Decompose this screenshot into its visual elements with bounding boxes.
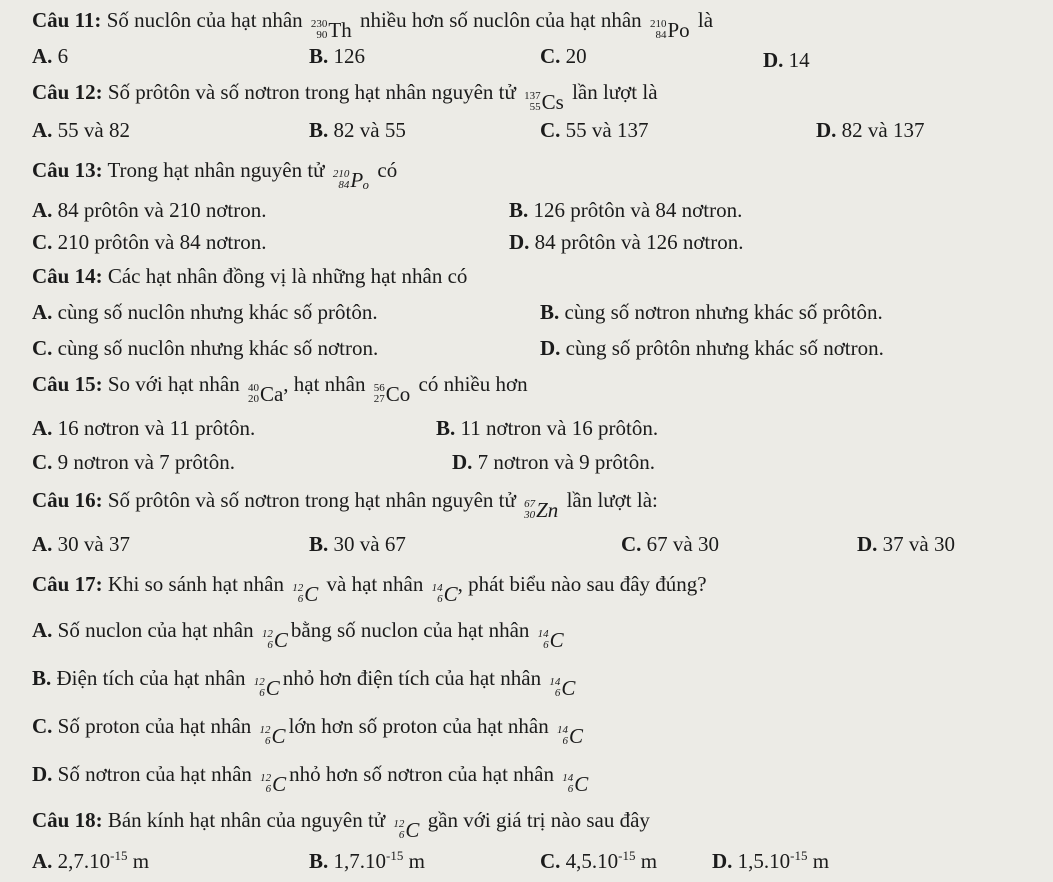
option-d[interactable]: D. 7 nơtron và 9 prôtôn. (452, 450, 656, 474)
nuclide-symbol: 230 90 Th (310, 17, 352, 42)
option-b[interactable]: B. 11 nơtron và 16 prôtôn. (436, 416, 659, 440)
question-text: có (377, 158, 398, 182)
option-a[interactable]: A. 16 nơtron và 11 prôtôn. (32, 416, 256, 440)
option-c[interactable]: C. 20 (540, 44, 587, 68)
option-c[interactable]: C. Số proton của hạt nhân 12 6 C lớn hơn số proton của hạt nhân 14 6 C (32, 714, 583, 748)
question-text: nhiều hơn số nuclôn của hạt nhân (359, 8, 642, 32)
nuclide-symbol: 14 6 C (431, 581, 458, 606)
option-a[interactable]: A. 84 prôtôn và 210 nơtron. (32, 198, 267, 222)
question-number: Câu 15: (32, 372, 103, 396)
question-16 (32, 488, 658, 523)
question-12 (32, 80, 658, 115)
option-a[interactable]: A. 6 (32, 44, 69, 68)
question-text: và hạt nhân (326, 572, 424, 596)
option-c[interactable]: C. 210 prôtôn và 84 nơtron. (32, 230, 267, 254)
nuclide-symbol: 210 84 Pₒ (332, 167, 370, 192)
nuclide-symbol: 12 6 C (393, 817, 420, 842)
question-number: Câu 16: (32, 488, 103, 512)
question-text: Trong hạt nhân nguyên tử (107, 158, 325, 182)
option-b[interactable]: B. 82 và 55 (309, 118, 406, 142)
option-b[interactable]: B. 30 và 67 (309, 532, 406, 556)
option-c[interactable]: C. 67 và 30 (621, 532, 719, 556)
question-number: Câu 13: (32, 158, 103, 182)
option-a[interactable]: A. 55 và 82 (32, 118, 130, 142)
option-d[interactable]: D. 82 và 137 (816, 118, 925, 142)
question-text: gần với giá trị nào sau đây (427, 808, 650, 832)
option-d[interactable]: D. 84 prôtôn và 126 nơtron. (509, 230, 744, 254)
option-d[interactable]: D. 37 và 30 (857, 532, 955, 556)
question-text: Số prôtôn và số nơtron trong hạt nhân nguyên tử (107, 80, 516, 104)
question-text: là (697, 8, 714, 32)
question-number: Câu 18: (32, 808, 103, 832)
question-text: So với hạt nhân (107, 372, 240, 396)
nuclide-symbol: 56 27 Co (373, 381, 411, 406)
question-17 (32, 572, 707, 607)
question-number: Câu 11: (32, 8, 102, 32)
option-c[interactable]: C. 55 và 137 (540, 118, 649, 142)
question-15 (32, 372, 528, 407)
option-d[interactable]: D. cùng số prôtôn nhưng khác số nơtron. (540, 336, 884, 360)
question-number: Câu 17: (32, 572, 103, 596)
nuclide-symbol: 137 55 Cs (524, 89, 564, 114)
nuclide-symbol: 40 20 Ca (247, 381, 284, 406)
question-14 (32, 264, 467, 289)
option-a[interactable]: A. $2,7.10^{-15}$ m (32, 848, 150, 873)
question-18 (32, 808, 650, 843)
option-a[interactable]: A. 30 và 37 (32, 532, 130, 556)
question-text: Số prôtôn và số nơtron trong hạt nhân nguyên tử (107, 488, 516, 512)
nuclide-symbol: 67 30 Zn (524, 497, 559, 522)
question-text: , hạt nhân (283, 372, 366, 396)
question-text: Các hạt nhân đồng vị là những hạt nhân có (107, 264, 468, 288)
question-number: Câu 14: (32, 264, 103, 288)
option-b[interactable]: B. Điện tích của hạt nhân 12 6 C nhỏ hơn điện tích của hạt nhân 14 6 C (32, 666, 576, 700)
question-text: lần lượt là (572, 80, 658, 104)
option-b[interactable]: B. $1,7.10^{-15}$ m (309, 848, 425, 873)
option-d[interactable]: D. 14 (763, 48, 810, 72)
question-text: Khi so sánh hạt nhân (107, 572, 284, 596)
question-text: lần lượt là: (566, 488, 658, 512)
question-13 (32, 158, 397, 193)
question-text: Bán kính hạt nhân của nguyên tử (107, 808, 386, 832)
option-a[interactable]: A. cùng số nuclôn nhưng khác số prôtôn. (32, 300, 378, 324)
option-a[interactable]: A. Số nuclon của hạt nhân 12 6 C bằng số nuclon của hạt nhân 14 6 C (32, 618, 564, 652)
option-b[interactable]: B. 126 prôtôn và 84 nơtron. (509, 198, 743, 222)
option-c[interactable]: C. $4,5.10^{-15}$ m (540, 848, 658, 873)
question-text: có nhiều hơn (418, 372, 528, 396)
nuclide-symbol: 210 84 Po (649, 17, 690, 42)
question-text: , phát biểu nào sau đây đúng? (457, 572, 707, 596)
nuclide-symbol: 12 6 C (292, 581, 319, 606)
option-d[interactable]: D. Số nơtron của hạt nhân 12 6 C nhỏ hơn số nơtron của hạt nhân 14 6 C (32, 762, 589, 796)
question-number: Câu 12: (32, 80, 103, 104)
question-text: Số nuclôn của hạt nhân (106, 8, 303, 32)
option-c[interactable]: C. 9 nơtron và 7 prôtôn. (32, 450, 236, 474)
option-d[interactable]: D. $1,5.10^{-15}$ m (712, 848, 830, 873)
option-b[interactable]: B. 126 (309, 44, 366, 68)
question-11 (32, 8, 713, 43)
option-c[interactable]: C. cùng số nuclôn nhưng khác số nơtron. (32, 336, 379, 360)
option-b[interactable]: B. cùng số nơtron nhưng khác số prôtôn. (540, 300, 883, 324)
